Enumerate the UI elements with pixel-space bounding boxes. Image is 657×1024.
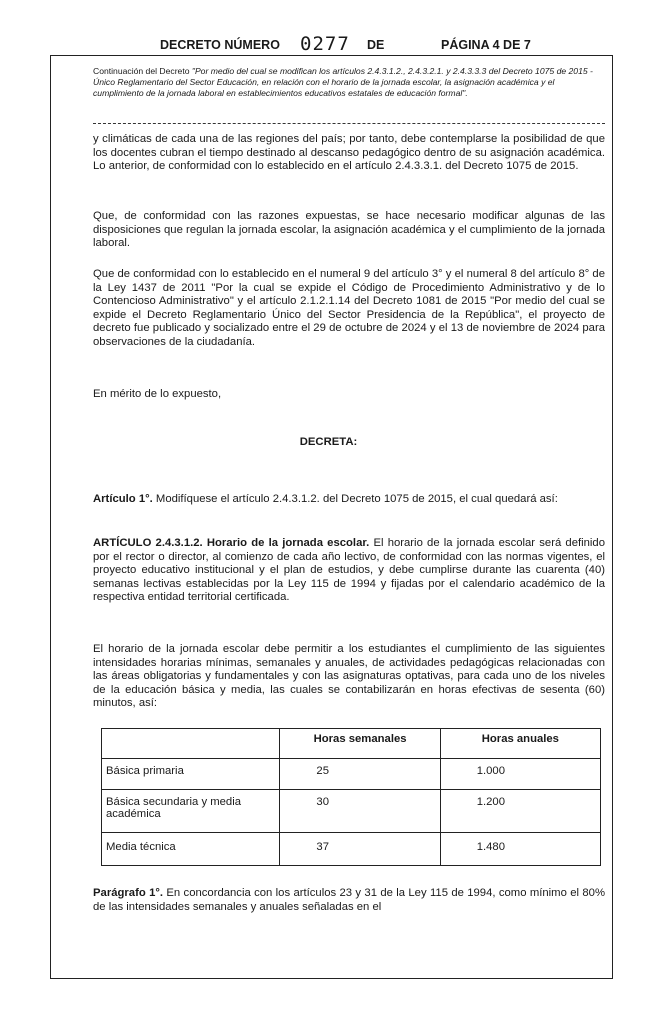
table-cell-weekly: 30 [280,790,440,833]
paragrafo-1-text: En concordancia con los artículos 23 y 31 de la Ley 115 de 1994, como mínimo el 80% de las intensidades semanales y anuales señaladas en el [93,887,605,913]
continuation-title: "Por medio del cual se modifican los artículos 2.4.3.1.2., 2.4.3.2.1. y 2.4.3.3.3 del Decreto 1075 de 2015 - Único Reglamentario del Sector Educación, en relación con el horario de la jornada escolar, la asignación académica y el cumplimiento de la jornada laboral en establecimientos educativos estatales de educación formal". [93,66,593,98]
table-cell-level: Media técnica [102,833,280,866]
table-cell-annual: 1.000 [440,759,600,790]
article-1-label: Artículo 1°. [93,493,153,505]
page-indicator: PÁGINA 4 DE 7 [441,38,531,52]
article-2-4-3-1-2 [93,537,605,605]
table-cell-weekly: 25 [280,759,440,790]
article-2-4-3-1-2-text: El horario de la jornada escolar será definido por el rector o director, al comienzo de cada año lectivo, de conformidad con las normas vigentes, el proyecto educativo institucional y el plan de estudios, y debe cumplirse durante las cuarenta (40) semanas lectivas establecidas por la Ley 115 de 1994 y fijadas por el calendario académico de la respectiva entidad territorial certificada. [93,537,605,604]
hours-table [101,728,601,866]
paragraph-hours: El horario de la jornada escolar debe permitir a los estudiantes el cumplimiento de las siguientes intensidades horarias mínimas, semanales y anuales, de actividades pedagógicas relacionadas con las áreas obligatorias y fundamentales y con las asignaturas optativas, para cada uno de los niveles de la educación básica y media, las cuales se contabilizarán en horas efectivas de sesenta (60) minutos, así: [93,643,605,710]
table-cell-level: Básica primaria [102,759,280,790]
paragraph-merit: En mérito de lo expuesto, [93,388,222,400]
table-header-cell: Horas anuales [440,729,600,759]
paragraph-publication: Que de conformidad con lo establecido en el numeral 9 del artículo 3° y el numeral 8 del artículo 8° de la Ley 1437 de 2011 "Por la cual se expide el Código de Procedimiento Administrativo y de lo Contencioso Administrativo" y el artículo 2.1.2.1.14 del Decreto 1081 de 2015 "Por medio del cual se expide el Decreto Reglamentario Único del Sector Presidencia de la República", el proyecto de decreto fue publicado y socializado entre el 29 de octubre de 2024 y el 13 de noviembre de 2024 para observaciones de la ciudadanía. [93,268,605,348]
page-header [0,33,657,56]
dashed-divider [93,123,605,124]
paragraph-reasons: Que, de conformidad con las razones expuestas, se hace necesario modificar algunas de las disposiciones que regulan la jornada escolar, la asignación académica y el cumplimiento de la jornada laboral. [93,210,605,250]
decreta-heading: DECRETA: [299,436,358,448]
article-1 [93,493,605,507]
continuation-lead: Continuación del Decreto [93,66,192,76]
continuation-note [93,66,605,99]
paragraph-climatic: y climáticas de cada una de las regiones del país; por tanto, debe contemplarse la posibilidad de que los docentes cubran el tiempo destinado al descanso pedagógico dentro de su asignación académica. Lo anterior, de conformidad con lo establecido en el artículo 2.4.3.3.1. del Decreto 1075 de 2015. [93,133,605,173]
table-cell-annual: 1.200 [440,790,600,833]
table-cell-weekly: 37 [280,833,440,866]
article-2-4-3-1-2-label: ARTÍCULO 2.4.3.1.2. Horario de la jornada escolar. [93,537,370,549]
paragrafo-1-label: Parágrafo 1°. [93,887,164,899]
decree-label: DECRETO NÚMERO [160,38,280,52]
decree-de-label: DE [367,38,385,52]
table-header-row [102,729,601,759]
decree-number: 0277 [300,33,350,55]
table-header-cell [102,729,280,759]
table-row [102,759,601,790]
paragraph-paragrafo-1 [93,887,605,914]
table-cell-annual: 1.480 [440,833,600,866]
table-row [102,833,601,866]
table-row [102,790,601,833]
table-cell-level: Básica secundaria y media académica [102,790,280,833]
article-1-text: Modifíquese el artículo 2.4.3.1.2. del Decreto 1075 de 2015, el cual quedará así: [152,493,558,505]
table-header-cell: Horas semanales [280,729,440,759]
